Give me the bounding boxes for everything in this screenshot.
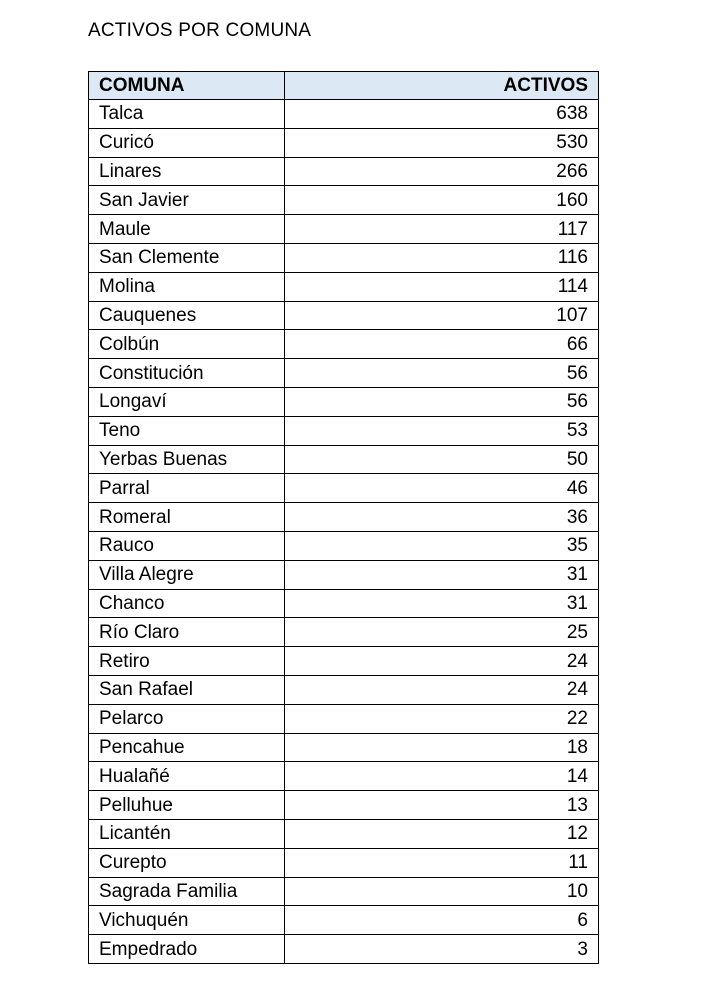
cell-comuna: Retiro (89, 647, 285, 676)
cell-comuna: Maule (89, 215, 285, 244)
cell-comuna: Curicó (89, 128, 285, 157)
cell-comuna: San Javier (89, 186, 285, 215)
cell-activos: 160 (285, 186, 599, 215)
table-row (89, 560, 599, 589)
cell-activos: 11 (285, 848, 599, 877)
cell-activos: 46 (285, 474, 599, 503)
table-row (89, 733, 599, 762)
cell-activos: 36 (285, 503, 599, 532)
table-row (89, 647, 599, 676)
cell-comuna: Cauquenes (89, 301, 285, 330)
cell-activos: 31 (285, 560, 599, 589)
table-row (89, 704, 599, 733)
table-row (89, 215, 599, 244)
table-row (89, 675, 599, 704)
table-row (89, 359, 599, 388)
cell-activos: 22 (285, 704, 599, 733)
cell-comuna: Talca (89, 100, 285, 129)
cell-comuna: Molina (89, 272, 285, 301)
cell-activos: 638 (285, 100, 599, 129)
cell-activos: 56 (285, 359, 599, 388)
cell-comuna: Teno (89, 416, 285, 445)
page-title: ACTIVOS POR COMUNA (88, 20, 312, 41)
table-row (89, 877, 599, 906)
table-body (89, 100, 599, 964)
table-row (89, 791, 599, 820)
cell-activos: 12 (285, 819, 599, 848)
table-row (89, 186, 599, 215)
cell-comuna: Vichuquén (89, 906, 285, 935)
cell-activos: 14 (285, 762, 599, 791)
cell-comuna: Sagrada Familia (89, 877, 285, 906)
table-row (89, 100, 599, 129)
cell-comuna: Pelarco (89, 704, 285, 733)
cell-activos: 24 (285, 675, 599, 704)
cell-activos: 530 (285, 128, 599, 157)
cell-comuna: Pelluhue (89, 791, 285, 820)
table-row (89, 243, 599, 272)
cell-activos: 114 (285, 272, 599, 301)
cell-comuna: Linares (89, 157, 285, 186)
cell-comuna: Chanco (89, 589, 285, 618)
cell-activos: 3 (285, 935, 599, 964)
header-row (89, 72, 599, 100)
cell-activos: 117 (285, 215, 599, 244)
cell-comuna: Hualañé (89, 762, 285, 791)
table-row (89, 589, 599, 618)
cell-activos: 13 (285, 791, 599, 820)
table-header (89, 72, 599, 100)
cell-comuna: Parral (89, 474, 285, 503)
cell-comuna: Yerbas Buenas (89, 445, 285, 474)
table-row (89, 935, 599, 964)
cell-activos: 53 (285, 416, 599, 445)
cell-comuna: Licantén (89, 819, 285, 848)
cell-activos: 66 (285, 330, 599, 359)
cell-comuna: Río Claro (89, 618, 285, 647)
table-row (89, 848, 599, 877)
cell-activos: 25 (285, 618, 599, 647)
activos-table (88, 71, 599, 964)
cell-comuna: Romeral (89, 503, 285, 532)
cell-activos: 6 (285, 906, 599, 935)
cell-comuna: Empedrado (89, 935, 285, 964)
table-row (89, 445, 599, 474)
table-row (89, 128, 599, 157)
cell-comuna: Rauco (89, 531, 285, 560)
table-row (89, 474, 599, 503)
cell-comuna: San Rafael (89, 675, 285, 704)
table-row (89, 387, 599, 416)
cell-activos: 31 (285, 589, 599, 618)
cell-activos: 18 (285, 733, 599, 762)
cell-activos: 116 (285, 243, 599, 272)
cell-activos: 56 (285, 387, 599, 416)
cell-activos: 107 (285, 301, 599, 330)
cell-comuna: Colbún (89, 330, 285, 359)
table-row (89, 301, 599, 330)
table-row (89, 819, 599, 848)
table-row (89, 272, 599, 301)
header-comuna: COMUNA (89, 72, 285, 100)
cell-comuna: Curepto (89, 848, 285, 877)
table-row (89, 157, 599, 186)
table-row (89, 906, 599, 935)
cell-comuna: Pencahue (89, 733, 285, 762)
cell-activos: 10 (285, 877, 599, 906)
table-row (89, 503, 599, 532)
cell-comuna: Villa Alegre (89, 560, 285, 589)
table-row (89, 762, 599, 791)
cell-comuna: Longaví (89, 387, 285, 416)
table-row (89, 330, 599, 359)
header-activos: ACTIVOS (285, 72, 599, 100)
table-row (89, 416, 599, 445)
cell-comuna: Constitución (89, 359, 285, 388)
cell-comuna: San Clemente (89, 243, 285, 272)
cell-activos: 266 (285, 157, 599, 186)
table-row (89, 618, 599, 647)
cell-activos: 50 (285, 445, 599, 474)
table-row (89, 531, 599, 560)
cell-activos: 24 (285, 647, 599, 676)
cell-activos: 35 (285, 531, 599, 560)
